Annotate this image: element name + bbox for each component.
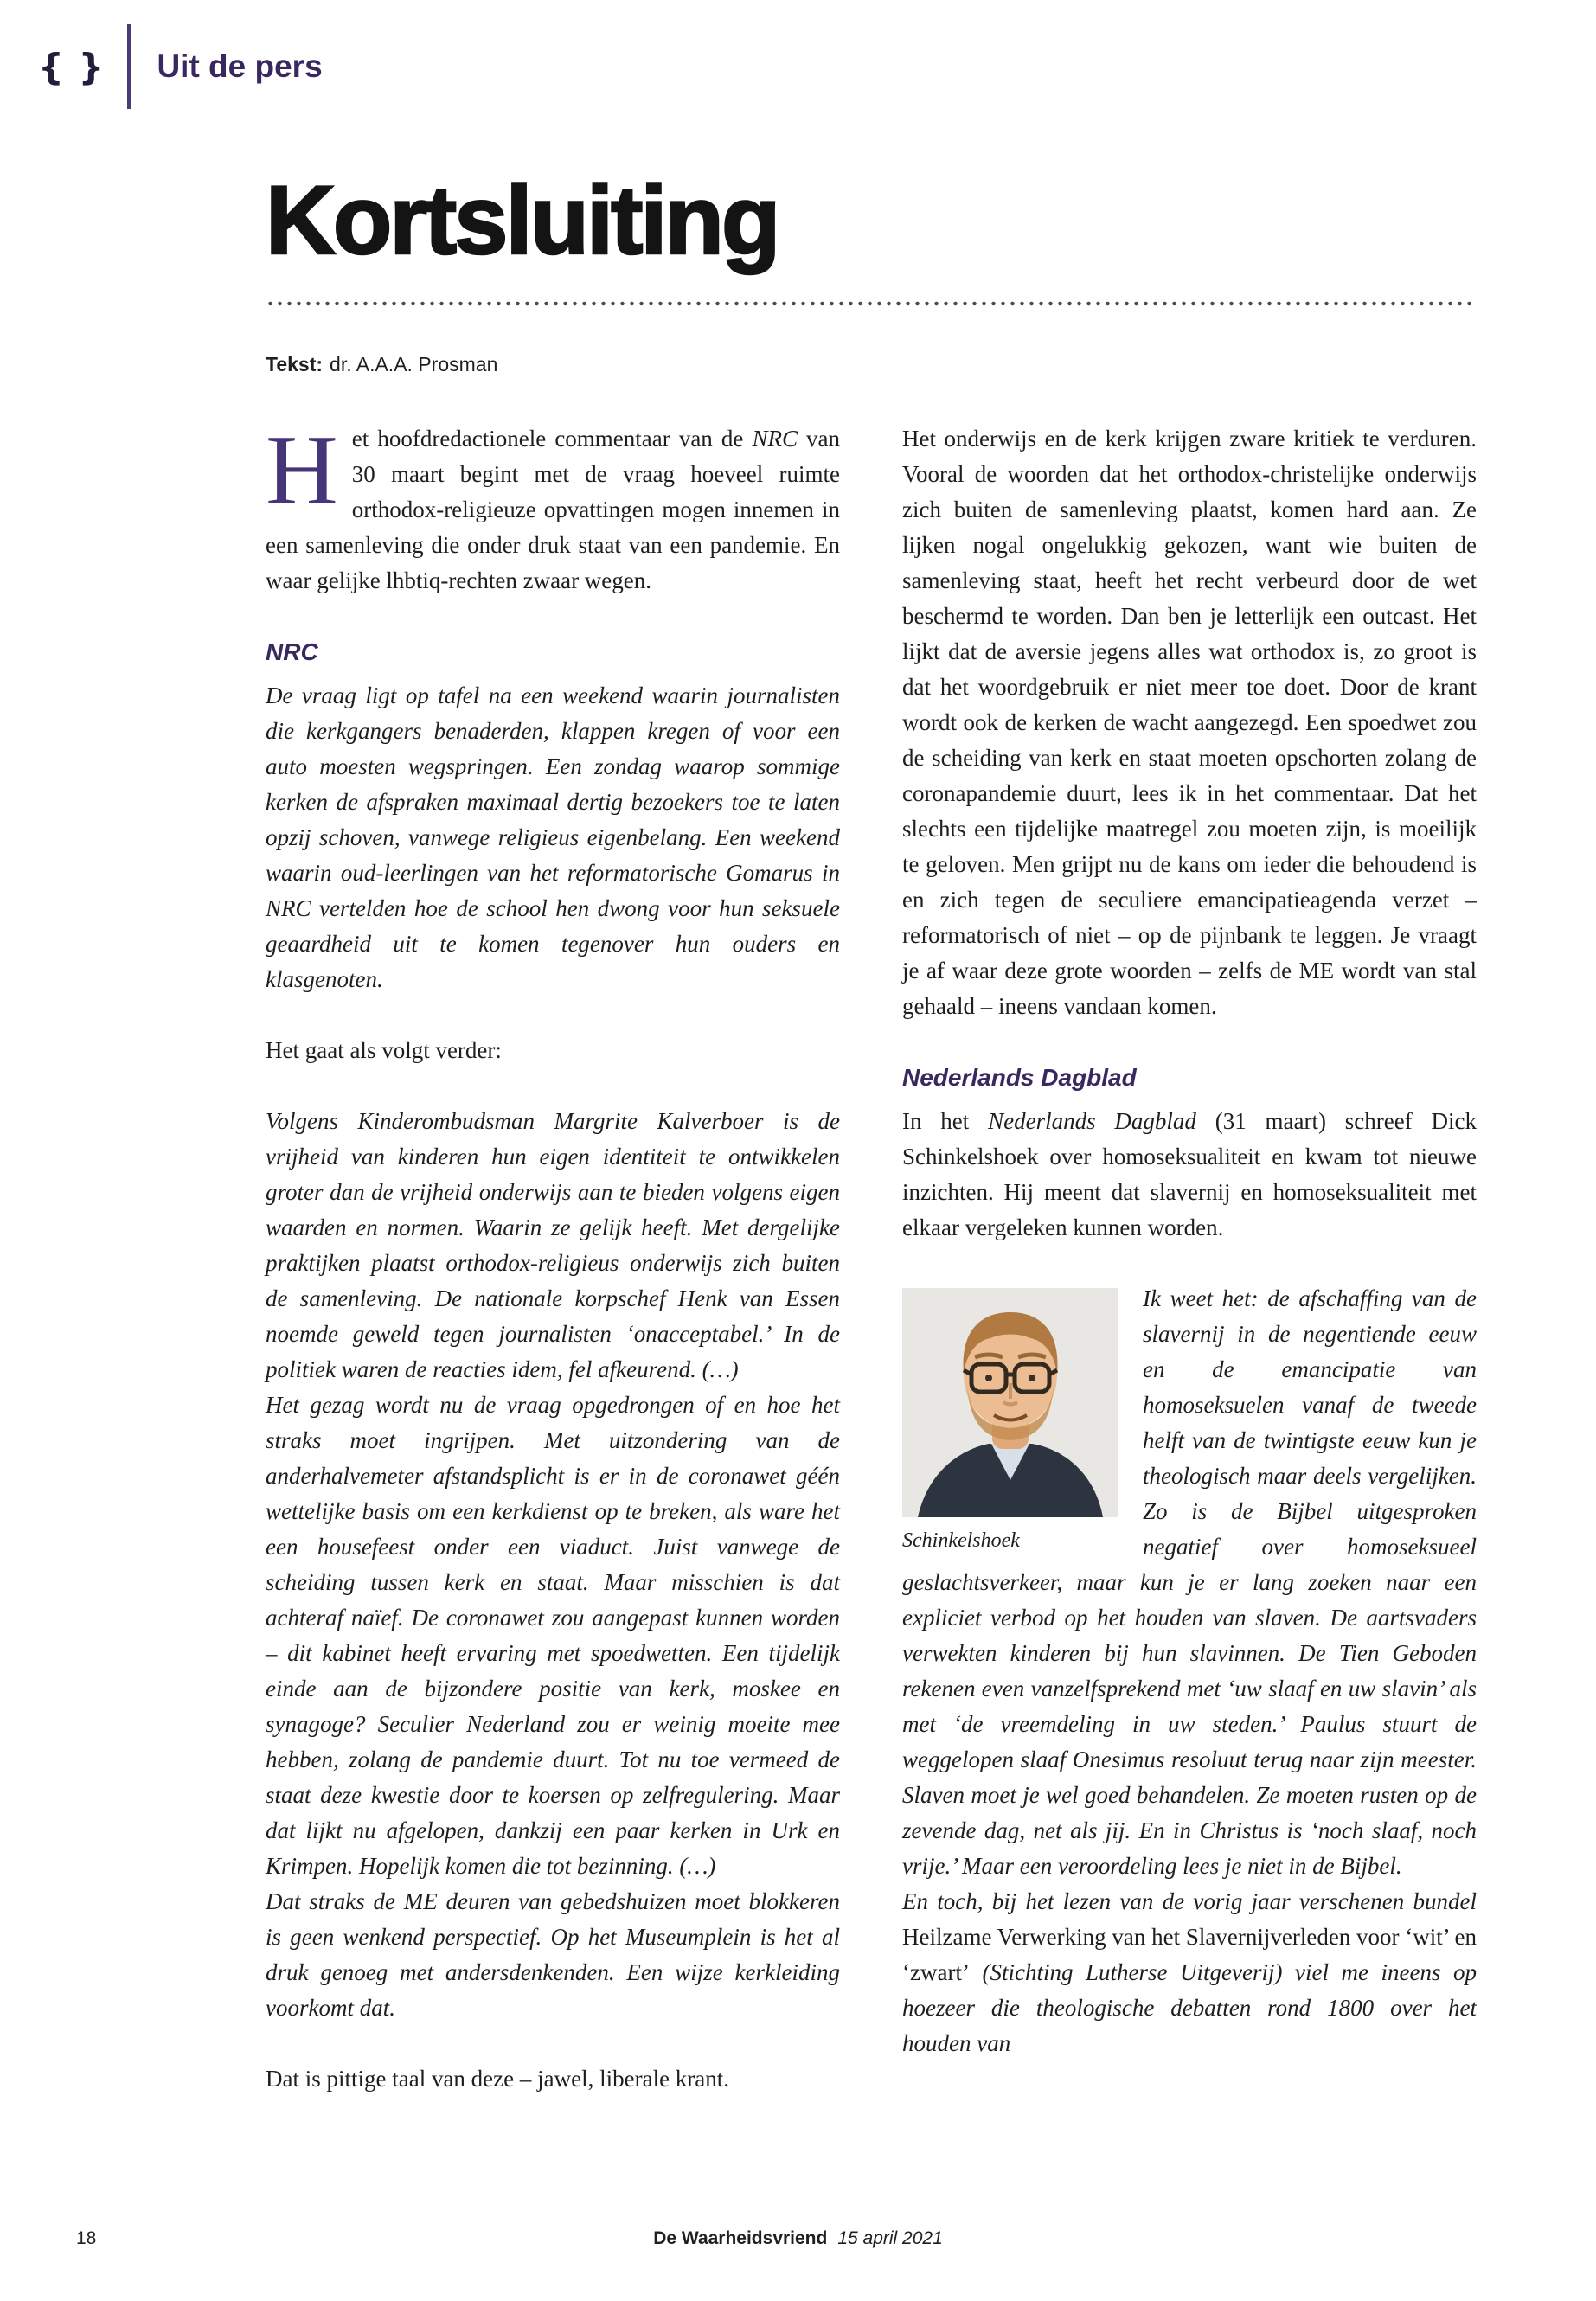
article-columns [266,414,1477,2132]
nd-intro-text: In het [902,1107,989,1134]
photo-caption: Schinkelshoek [902,1529,1020,1552]
nd-quote-part-2 [902,1884,1477,2061]
nd-publication-name: Nederlands Dagblad [988,1107,1196,1134]
article [266,166,1477,2132]
portrait-figure [902,1288,1118,1554]
quote-with-photo [902,1281,1477,2061]
column-right [902,421,1477,2132]
braces-logo-icon: { } [38,45,106,88]
nrc-quote: De vraag ligt op tafel na een weekend waarin journalisten die kerkgangers benaderden, klappen kregen of voor een auto moesten wegspringen. Een zondag waarop sommige kerken de afspraken maximaal dertig bezoekers toe te laten opzij schoven, vanwege religieus eigenbelang. Een weekend waarin oud-leerlingen van het reformatorische Gomarus in NRC vertelden hoe de school hen dwong voor hun seksuele geaardheid uit te komen tegenover hun ouders en klasgenoten. [266,682,840,992]
intro-text: et hoofdredactionele commentaar van de [351,425,753,452]
article-title: Kortsluiting [266,166,779,274]
main-quote-part-3: Dat straks de ME deuren van gebedshuizen moet blokkeren is geen wenkend perspectief. Op het Museumplein is het al druk genoeg met andersdenkenden. Een wijze kerkleiding voorkomt dat. [266,1888,840,2021]
byline [266,353,1477,376]
page-footer [0,2228,1596,2263]
nd-intro-text-cont: (31 maart) schreef Dick Schinkelshoek over homoseksualiteit en kwam tot nieuwe inzichten. Hij meent dat slavernij en homoseksualiteit met elkaar vergeleken kunnen worden. [902,1107,1477,1240]
nd-quote-text: En toch, bij het lezen van de vorig jaar verschenen bundel [902,1888,1477,1914]
intro-paragraph [266,414,841,599]
nd-quote-part-1: Ik weet het: de afschaffing van de slavernij in de negentiende eeuw en de emancipatie van homoseksuelen vanaf de tweede helft van de twintigste eeuw kun je theologisch maar deels vergelijken. Zo is de Bijbel uitgesproken negatief over homoseksueel geslachtsverkeer, maar kun je er lang zoeken naar een expliciet verbod op het houden van slaven. De aartsvaders verwekten kinderen bij hun slavinnen. De Tien Geboden rekenen even vanzelfsprekend met ‘uw slaaf en uw slavin’ als met ‘de vreemdeling in uw steden.’ Paulus stuurt de weggelopen slaaf Onesimus resoluut terug naar zijn meester. Slaven moet je wel goed behandelen. Ze moeten rusten op de zevende dag, net als jij. En in Christus is ‘noch slaaf, noch vrije.’ Maar een veroordeling lees je niet in de Bijbel. [902,1285,1477,1879]
main-quote-part-2: Het gezag wordt nu de vraag opgedrongen of en hoe het straks moet ingrijpen. Met uitzondering van de anderhalvemeter afstandsplicht is er in de coronawet géén wettelijke basis om een kerkdienst op te breken, als ware het een housefeest onder een viaduct. Juist vanwege de scheiding tussen kerk en staat. Maar misschien is dat achteraf naïef. De coronawet zou aangepast kunnen worden – dit kabinet heeft ervaring met spoedwetten. Een tijdelijk einde aan de bijzondere positie van kerk, moskee en synagoge? Seculier Nederland zou er weinig moeite mee hebben, zolang de pandemie duurt. Tot nu toe vermeed de staat deze kwestie door te koersen op zelfregulering. Maar dat lijkt nu afgelopen, dankzij een paar kerken in Urk en Krimpen. Hopelijk komen die tot bezinning. (…) [266,1391,840,1879]
book-title: Heilzame Verwerking van het Slavernijverleden voor ‘wit’ en ‘zwart’ [902,1923,1477,1985]
publication-date: 15 april 2021 [837,2228,943,2248]
section-title: Uit de pers [157,48,323,84]
page-header [38,24,323,109]
portrait-photo [902,1288,1118,1517]
dotted-divider [266,301,1477,306]
column-left [266,414,841,2132]
intro-publication-name: NRC [752,425,798,452]
publication-line [0,2228,1596,2249]
intro-text-cont: van 30 maart begint met de vraag hoeveel ruimte orthodox-religieuze opvattingen mogen innemen in een samenleving die onder druk staat van een pandemie. En waar gelijke lhbtiq-rechten zwaar wegen. [266,425,841,593]
drop-cap: H [266,414,338,526]
closing-paragraph: Dat is pittige taal van deze – jawel, liberale krant. [266,2065,730,2092]
connector-paragraph: Het gaat als volgt verder: [266,1036,502,1063]
nederlands-dagblad-heading: Nederlands Dagblad [902,1063,1137,1091]
nd-quote-text-cont: (Stichting Lutherse Uitgeverij) viel me ineens op hoezeer die theologische debatten rond 1800 over het houden van [902,1958,1477,2056]
nd-intro-paragraph [902,1104,1477,1246]
header-divider [127,24,131,109]
main-quote-part-1: Volgens Kinderombudsman Margrite Kalverboer is de vrijheid van kinderen hun eigen identiteit te ontwikkelen groter dan de vrijheid onderwijs aan te bieden volgens eigen waarden en normen. Waarin ze gelijk heeft. Met dergelijke praktijken plaatst orthodox-religieus onderwijs zich buiten de samenleving. De nationale korpschef Henk van Essen noemde geweld tegen journalisten ‘onacceptabel.’ In de politiek waren de reacties idem, fel afkeurend. (…) [266,1107,840,1382]
nrc-heading: NRC [266,638,318,665]
page-number: 18 [76,2228,97,2248]
byline-label: Tekst: [266,352,324,375]
byline-author: dr. A.A.A. Prosman [330,352,498,375]
right-paragraph-1: Het onderwijs en de kerk krijgen zware kritiek te verduren. Vooral de woorden dat het orthodox-christelijke onderwijs zich buiten de samenleving plaatst, komen hard aan. Ze lijken nogal ongelukkig gekozen, want wie buiten de samenleving staat, heeft het recht verbeurd door de wet beschermd te worden. Dan ben je letterlijk een outcast. Het lijkt dat de aversie jegens alles wat orthodox is, zo groot is dat het woordgebruik er niet meer toe doet. Door de krant wordt ook de kerken de wacht aangezegd. Een spoedwet zou de scheiding van kerk en staat moeten opschorten zolang de coronapandemie duurt, lees ik in het commentaar. Dat het slechts een tijdelijke maatregel zou moeten zijn, is moeilijk te geloven. Men grijpt nu de kans om ieder die behoudend is en zich tegen de seculiere emancipatieagenda verzet – reformatorisch of niet – op de pijnbank te leggen. Je vraagt je af waar deze grote woorden – zelfs de ME wordt van stal gehaald – ineens vandaan komen. [902,425,1477,1019]
publication-name: De Waarheidsvriend [653,2228,828,2248]
